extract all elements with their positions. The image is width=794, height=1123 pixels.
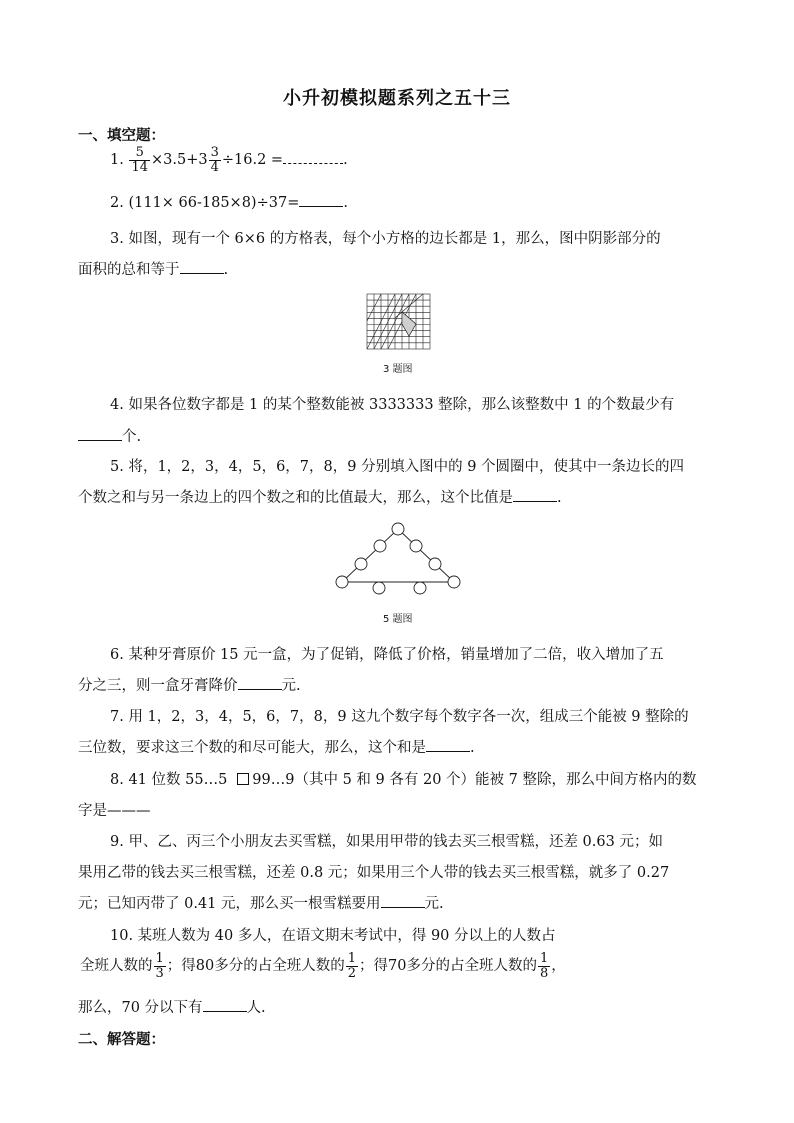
question-8-line-1 bbox=[110, 768, 696, 789]
q10-f1-numerator: 1 bbox=[155, 951, 164, 966]
q1-fraction-a bbox=[129, 146, 150, 174]
q5-line2-text: 个数之和与另一条边上的四个数之和的比值最大，那么，这个比值是 bbox=[78, 490, 513, 506]
q5-answer-blank bbox=[513, 489, 557, 502]
q10-f1-denominator: 3 bbox=[155, 965, 164, 981]
question-9-line-2: 果用乙带的钱去买三根雪糕，还差 0.8 元；如果用三个人带的钱去买三根雪糕，就多了 0.27 bbox=[78, 865, 670, 881]
q1-expr-mid: ×3.5+3 bbox=[151, 152, 208, 169]
page-title: 小升初模拟题系列之五十三 bbox=[283, 88, 511, 109]
q6-line2-text: 分之三，则一盒牙膏降价 bbox=[78, 678, 238, 694]
q10-answer-blank bbox=[203, 999, 247, 1012]
q7-answer-blank bbox=[426, 739, 470, 752]
q10-fraction-1 bbox=[154, 952, 166, 980]
q10-seg-2: ；得80多分的占全班人数的 bbox=[166, 958, 345, 975]
q10-f3-denominator: 8 bbox=[539, 965, 549, 981]
q10-fraction-3 bbox=[538, 952, 550, 980]
square-box-icon bbox=[237, 773, 249, 785]
q10-f2-numerator: 1 bbox=[347, 951, 357, 966]
q4-line2-text: 个. bbox=[122, 429, 142, 445]
section-heading-fill-in: 一、填空题： bbox=[78, 128, 165, 144]
question-9-line-3 bbox=[78, 892, 444, 913]
q2-text: 2. (111× 66-185×8)÷37= bbox=[110, 195, 300, 211]
question-8-line-2: 字是——— bbox=[78, 803, 151, 819]
q1-frac-b-denominator: 4 bbox=[210, 159, 219, 175]
section-heading-solve: 二、解答题： bbox=[78, 1032, 165, 1048]
q9-answer-blank bbox=[381, 895, 425, 908]
q10-seg-3: ；得70多分的占全班人数的 bbox=[359, 958, 537, 975]
figure-3-caption: 3 题图 bbox=[383, 364, 413, 375]
question-1 bbox=[110, 146, 348, 174]
question-10-line-3 bbox=[78, 996, 266, 1017]
q6-answer-blank bbox=[238, 677, 282, 690]
q1-frac-a-numerator: 5 bbox=[129, 146, 150, 161]
q2-end: . bbox=[343, 195, 348, 211]
q1-expr-tail: ÷16.2 = bbox=[221, 152, 284, 169]
q3-line2-text: 面积的总和等于 bbox=[78, 262, 180, 278]
q2-answer-blank bbox=[299, 194, 343, 207]
q8-text-post: 99…9（其中 5 和 9 各有 20 个）能被 7 整除，那么中间方格内的数 bbox=[252, 772, 697, 788]
q10-fraction-2 bbox=[346, 952, 358, 980]
question-4-line-1: 4. 如果各位数字都是 1 的某个整数能被 3333333 整除，那么该整数中 1 的个数最少有 bbox=[110, 397, 675, 413]
q10-line3-end: 人. bbox=[246, 1000, 266, 1016]
question-10-line-1: 10. 某班人数为 40 多人，在语文期末考试中，得 90 分以上的人数占 bbox=[110, 928, 556, 944]
q1-end: . bbox=[343, 152, 348, 169]
triangle-circles-figure bbox=[330, 518, 466, 596]
q7-line2-text: 三位数，要求这三个数的和尽可能大，那么，这个和是 bbox=[78, 740, 426, 756]
q10-f3-numerator: 1 bbox=[539, 951, 549, 966]
q10-line3-text: 那么，70 分以下有 bbox=[78, 1000, 203, 1016]
q1-number: 1. bbox=[110, 152, 124, 169]
q10-seg-4: ， bbox=[551, 958, 566, 975]
question-3-line-2 bbox=[78, 258, 228, 279]
question-10-line-2 bbox=[80, 952, 566, 980]
q8-text-pre: 8. 41 位数 55…5 bbox=[110, 772, 228, 788]
question-2 bbox=[110, 194, 348, 211]
question-7-line-1: 7. 用 1，2，3，4，5，6，7，8，9 这九个数字每个数字各一次，组成三个能被 9 整除的 bbox=[110, 709, 689, 725]
q9-line3-text: 元；已知丙带了 0.41 元，那么买一根雪糕要用 bbox=[78, 896, 381, 912]
q1-frac-b-numerator: 3 bbox=[210, 145, 219, 160]
grid-figure bbox=[366, 293, 432, 351]
q1-fraction-b bbox=[209, 146, 221, 174]
question-9-line-1: 9. 甲、乙、丙三个小朋友去买雪糕，如果用甲带的钱去买三根雪糕，还差 0.63 元；如 bbox=[110, 834, 663, 850]
question-5-line-1: 5. 将，1，2，3，4，5，6，7，8，9 分别填入图中的 9 个圆圈中，使其中一条边长的四 bbox=[110, 459, 685, 475]
q1-answer-blank bbox=[283, 151, 343, 164]
q4-answer-blank bbox=[78, 428, 122, 441]
question-5-line-2 bbox=[78, 486, 562, 507]
figure-5-caption: 5 题图 bbox=[383, 614, 413, 625]
q6-line2-end: 元. bbox=[281, 678, 301, 694]
q1-frac-a-denominator: 14 bbox=[131, 159, 148, 175]
question-7-line-2 bbox=[78, 736, 475, 757]
q7-end: . bbox=[470, 740, 475, 756]
q3-end: . bbox=[223, 262, 229, 278]
q5-end: . bbox=[557, 490, 562, 506]
question-6-line-2 bbox=[78, 674, 301, 695]
question-4-line-2 bbox=[78, 425, 141, 446]
q10-seg-1: 全班人数的 bbox=[80, 958, 153, 975]
q3-answer-blank bbox=[180, 261, 224, 274]
question-3-line-1: 3. 如图，现有一个 6×6 的方格表，每个小方格的边长都是 1，那么，图中阴影部分的 bbox=[110, 231, 661, 247]
q10-f2-denominator: 2 bbox=[347, 965, 357, 981]
question-6-line-1: 6. 某种牙膏原价 15 元一盒，为了促销，降低了价格，销量增加了二倍，收入增加了五 bbox=[110, 647, 664, 663]
q9-line3-end: 元. bbox=[424, 896, 444, 912]
